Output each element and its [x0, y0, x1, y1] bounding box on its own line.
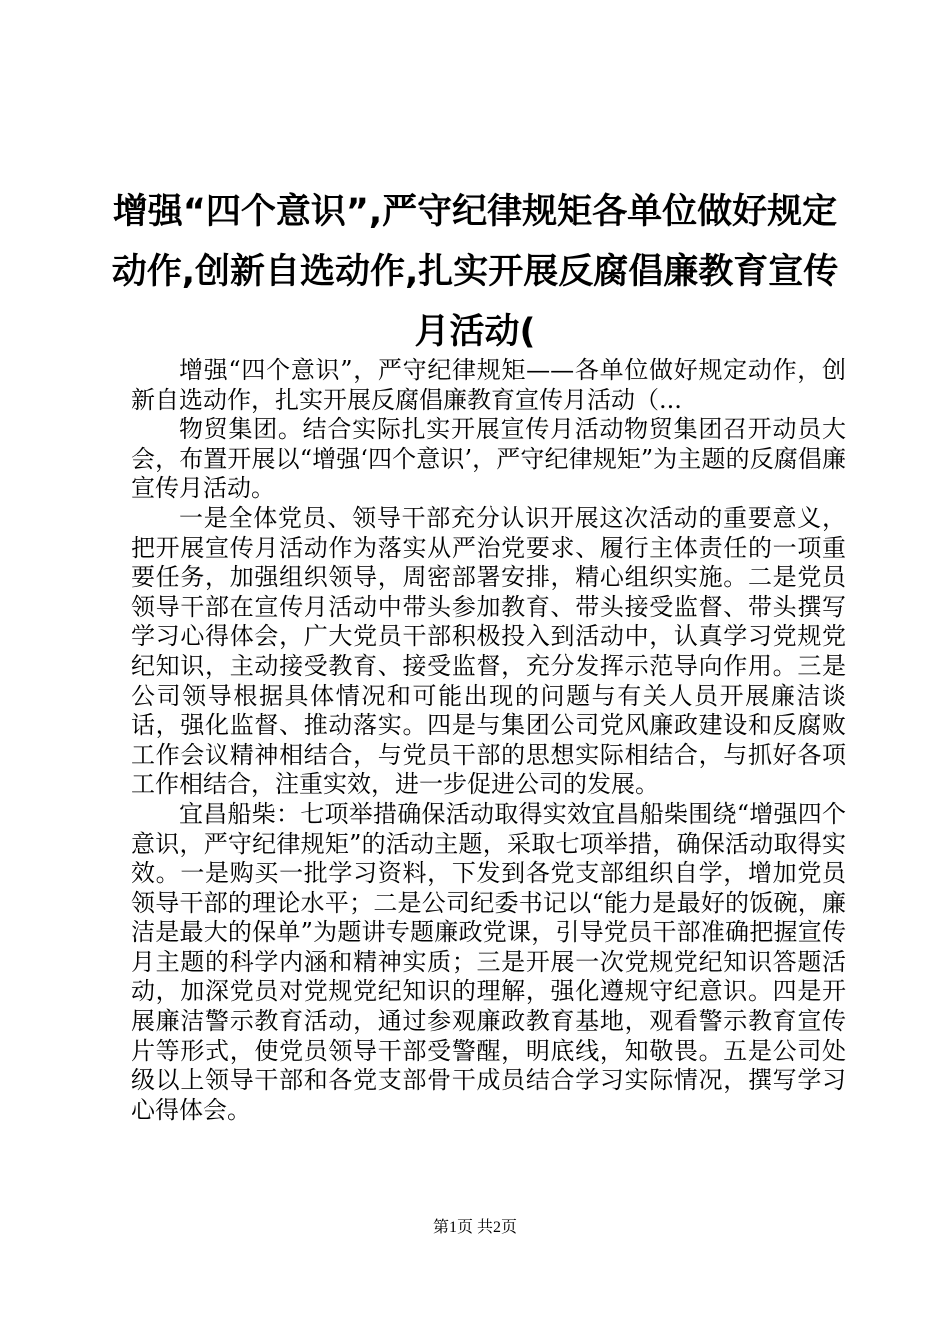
- document-title: 增强“四个意识”,严守纪律规矩各单位做好规定动作,创新自选动作,扎实开展反腐倡廉教育宣传月活动(: [111, 192, 839, 352]
- page-number-footer: 第1页 共2页: [432, 1219, 517, 1236]
- paragraph-intro: 增强“四个意识”，严守纪律规矩——各单位做好规定动作，创新自选动作，扎实开展反腐倡廉教育宣传月活动（...: [131, 356, 846, 414]
- paragraph-measures: 一是全体党员、领导干部充分认识开展这次活动的重要意义，把开展宣传月活动作为落实从严治党要求、履行主体责任的一项重要任务，加强组织领导，周密部署安排，精心组织实施。二是党员领导干部在宣传月活动中带头参加教育、带头接受监督、带头撰写学习心得体会，广大党员干部积极投入到活动中，认真学习党规党纪知识，主动接受教育、接受监督，充分发挥示范导向作用。三是公司领导根据具体情况和可能出现的问题与有关人员开展廉洁谈话，强化监督、推动落实。四是与集团公司党风廉政建设和反腐败工作会议精神相结合，与党员干部的思想实际相结合，与抓好各项工作相结合，注重实效，进一步促进公司的发展。: [131, 503, 846, 799]
- document-body: [131, 356, 846, 1125]
- paragraph-wumao-group: 物贸集团。结合实际扎实开展宣传月活动物贸集团召开动员大会，布置开展以“增强‘四个意识’，严守纪律规矩”为主题的反腐倡廉宣传月活动。: [131, 415, 846, 503]
- paragraph-yichang-chuanchai: 宜昌船柴：七项举措确保活动取得实效宜昌船柴围绕“增强四个意识，严守纪律规矩”的活动主题，采取七项举措，确保活动取得实效。一是购买一批学习资料，下发到各党支部组织自学，增加党员领导干部的理论水平；二是公司纪委书记以“能力是最好的饭碗，廉洁是最大的保单”为题讲专题廉政党课，引导党员干部准确把握宣传月主题的科学内涵和精神实质；三是开展一次党规党纪知识答题活动，加深党员对党规党纪知识的理解，强化遵规守纪意识。四是开展廉洁警示教育活动，通过参观廉政教育基地，观看警示教育宣传片等形式，使党员领导干部受警醒，明底线，知敬畏。五是公司处级以上领导干部和各党支部骨干成员结合学习实际情况，撰写学习心得体会。: [131, 799, 846, 1124]
